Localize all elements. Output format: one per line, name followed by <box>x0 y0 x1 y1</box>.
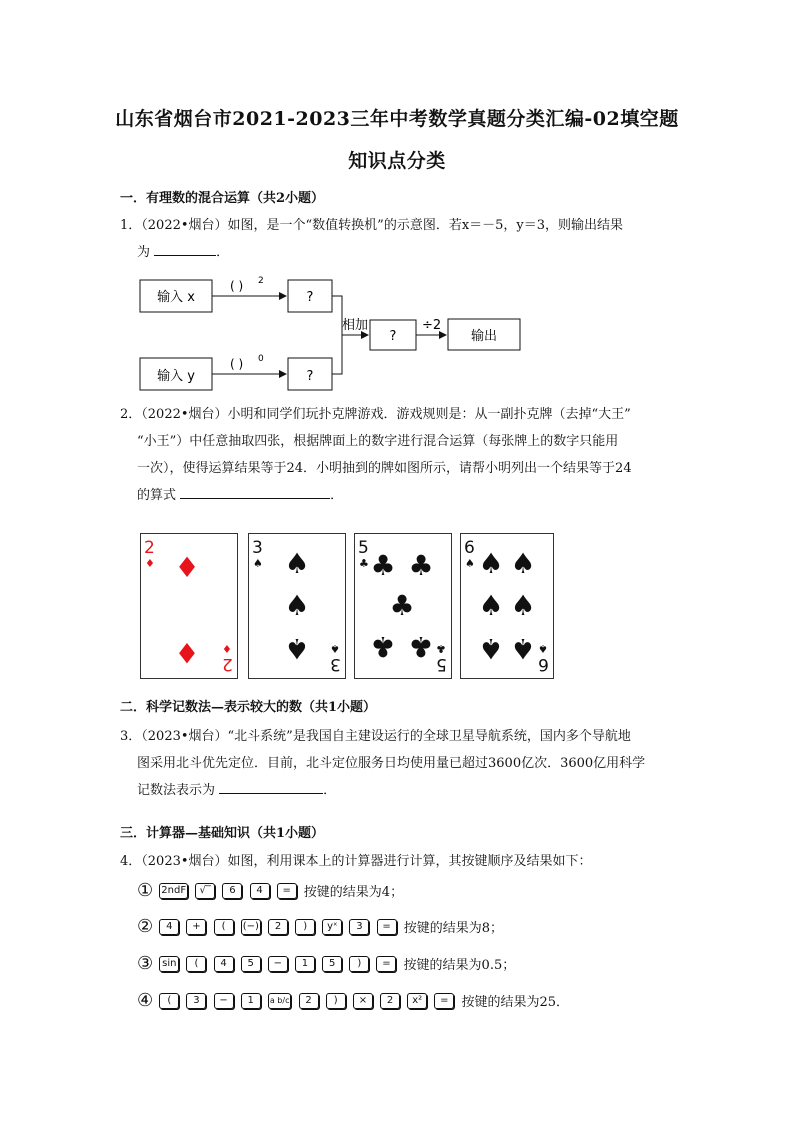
key-4: 4 <box>214 956 234 972</box>
answer-blank-1[interactable] <box>154 241 216 256</box>
question-3-prefix: 记数法表示为 <box>137 783 216 798</box>
result-y-text: ? <box>306 369 314 384</box>
key-3: 3 <box>349 919 369 935</box>
question-1-line-1: 1．（2022•烟台）如图，是一个“数值转换机”的示意图．若x＝－5，y＝3，则输出结果 <box>120 218 624 233</box>
card-rank: 5 <box>436 654 447 674</box>
spade-icon: ♠ <box>478 632 504 665</box>
key-2: 2 <box>268 919 288 935</box>
key-3: 3 <box>186 993 206 1009</box>
key-minus: − <box>214 993 234 1009</box>
key-left-paren: ( <box>186 956 206 972</box>
key-power: yˣ <box>322 919 342 935</box>
answer-blank-3[interactable] <box>219 779 323 794</box>
input-y-label: 输入 y <box>157 369 195 384</box>
key-minus: − <box>268 956 288 972</box>
key-negative: (−) <box>241 919 261 935</box>
card-6-spades <box>460 533 554 679</box>
question-1 <box>120 212 680 266</box>
key-multiply: × <box>353 993 373 1009</box>
item-number: ① <box>137 880 154 901</box>
item-number: ③ <box>137 953 154 974</box>
spade-icon: ♠ <box>465 557 475 570</box>
key-4: 4 <box>159 919 179 935</box>
club-icon: ♣ <box>408 549 434 582</box>
divide-label: ÷2 <box>422 318 442 333</box>
question-3-tail: ． <box>323 783 337 798</box>
club-icon: ♣ <box>408 630 434 663</box>
diamond-icon: ♦ <box>222 642 232 655</box>
page-title: 山东省烟台市2021-2023三年中考数学真题分类汇编-02填空题 <box>115 108 679 130</box>
card-rank: 2 <box>222 654 233 674</box>
sum-text: ? <box>389 329 397 344</box>
spade-icon: ♠ <box>330 642 340 655</box>
club-icon: ♣ <box>359 557 369 570</box>
key-left-paren: ( <box>159 993 179 1009</box>
section-heading-2: 二．科学记数法—表示较大的数（共1小题） <box>120 700 377 715</box>
diamond-icon: ♦ <box>174 551 200 584</box>
key-2ndf: 2ndF <box>159 883 188 899</box>
key-fraction: a b/c <box>268 993 292 1009</box>
key-sqrt: √‾ <box>195 883 215 899</box>
key-5: 5 <box>241 956 261 972</box>
card-rank: 6 <box>538 654 549 674</box>
question-2-line-3: 一次），使得运算结果等于24．小明抽到的牌如图所示，请帮小明列出一个结果等于24 <box>137 461 632 476</box>
key-right-paren: ) <box>295 919 315 935</box>
answer-blank-2[interactable] <box>180 484 330 499</box>
keypress-sequence-1 <box>137 880 403 901</box>
keypress-result: 按键的结果为8； <box>403 921 504 936</box>
square-op-label: ( ) <box>230 279 244 293</box>
key-5: 5 <box>322 956 342 972</box>
key-right-paren: ) <box>349 956 369 972</box>
question-2-line-2: “小王”）中任意抽取四张，根据牌面上的数字进行混合运算（每张牌上的数字只能用 <box>137 434 619 449</box>
input-x-label: 输入 x <box>157 290 195 305</box>
key-square: x² <box>407 993 427 1009</box>
spade-icon: ♠ <box>284 632 310 665</box>
key-sin: sin <box>159 956 179 972</box>
spade-icon: ♠ <box>538 642 548 655</box>
card-2-diamonds <box>140 533 238 679</box>
merge-bracket <box>332 296 342 374</box>
keypress-result: 按键的结果为25． <box>461 995 569 1010</box>
number-converter-diagram <box>130 270 530 400</box>
question-3-line-3 <box>120 777 680 804</box>
spade-icon: ♠ <box>284 547 310 580</box>
question-2-line-4 <box>120 482 680 509</box>
question-2 <box>120 401 680 509</box>
key-2: 2 <box>380 993 400 1009</box>
question-2-tail: ． <box>330 488 344 503</box>
question-1-line-2 <box>120 239 680 266</box>
item-number: ④ <box>137 990 154 1011</box>
key-left-paren: ( <box>214 919 234 935</box>
spade-icon: ♠ <box>510 589 536 622</box>
keypress-result: 按键的结果为4； <box>303 885 404 900</box>
diamond-icon: ♦ <box>145 557 155 570</box>
key-1: 1 <box>241 993 261 1009</box>
square-exponent: 2 <box>258 276 264 286</box>
zero-power-op-label: ( ) <box>230 357 244 371</box>
key-right-paren: ) <box>326 993 346 1009</box>
key-4: 4 <box>250 883 270 899</box>
club-icon: ♣ <box>370 549 396 582</box>
spade-icon: ♠ <box>478 589 504 622</box>
key-plus: + <box>186 919 206 935</box>
card-rank: 3 <box>252 538 263 558</box>
key-equals: = <box>277 883 297 899</box>
diamond-icon: ♦ <box>174 636 200 669</box>
spade-icon: ♠ <box>253 557 263 570</box>
key-equals: = <box>377 919 397 935</box>
question-1-tail: ． <box>216 245 230 260</box>
question-3 <box>120 723 680 804</box>
card-3-spades <box>248 533 346 679</box>
spade-icon: ♠ <box>284 589 310 622</box>
card-rank: 6 <box>464 538 475 558</box>
keypress-sequence-2 <box>137 916 503 937</box>
card-rank: 3 <box>330 654 341 674</box>
question-2-prefix: 的算式 <box>137 488 177 503</box>
key-equals: = <box>376 956 396 972</box>
spade-icon: ♠ <box>478 547 504 580</box>
question-4-intro: 4．（2023•烟台）如图，利用课本上的计算器进行计算，其按键顺序及结果如下： <box>120 854 592 869</box>
section-heading-1: 一．有理数的混合运算（共2小题） <box>120 191 325 206</box>
spade-icon: ♠ <box>510 632 536 665</box>
key-equals: = <box>434 993 454 1009</box>
card-rank: 2 <box>144 538 155 558</box>
result-x-text: ? <box>306 290 314 305</box>
question-3-line-2: 图采用北斗优先定位．目前，北斗定位服务日均使用量已超过3600亿次．3600亿用科学 <box>137 756 646 771</box>
card-5-clubs <box>354 533 452 679</box>
playing-cards <box>140 533 560 681</box>
keypress-result: 按键的结果为0.5； <box>403 958 516 973</box>
club-icon: ♣ <box>436 642 446 655</box>
output-label: 输出 <box>470 329 498 344</box>
keypress-sequence-3 <box>137 953 515 974</box>
key-2: 2 <box>299 993 319 1009</box>
page-subtitle: 知识点分类 <box>348 150 446 172</box>
item-number: ② <box>137 916 154 937</box>
question-2-line-1: 2．（2022•烟台）小明和同学们玩扑克牌游戏．游戏规则是：从一副扑克牌（去掉“大王” <box>120 407 631 422</box>
club-icon: ♣ <box>389 589 415 622</box>
keypress-sequence-4 <box>137 990 569 1011</box>
card-rank: 5 <box>358 538 369 558</box>
spade-icon: ♠ <box>510 547 536 580</box>
add-label: 相加 <box>342 318 369 333</box>
key-6: 6 <box>222 883 242 899</box>
zero-power-exponent: 0 <box>258 354 264 364</box>
section-heading-3: 三．计算器—基础知识（共1小题） <box>120 826 325 841</box>
question-1-prefix: 为 <box>137 245 151 260</box>
key-1: 1 <box>295 956 315 972</box>
question-3-line-1: 3．（2023•烟台）“北斗系统”是我国自主建设运行的全球卫星导航系统，国内多个导航地 <box>120 729 631 744</box>
club-icon: ♣ <box>370 630 396 663</box>
